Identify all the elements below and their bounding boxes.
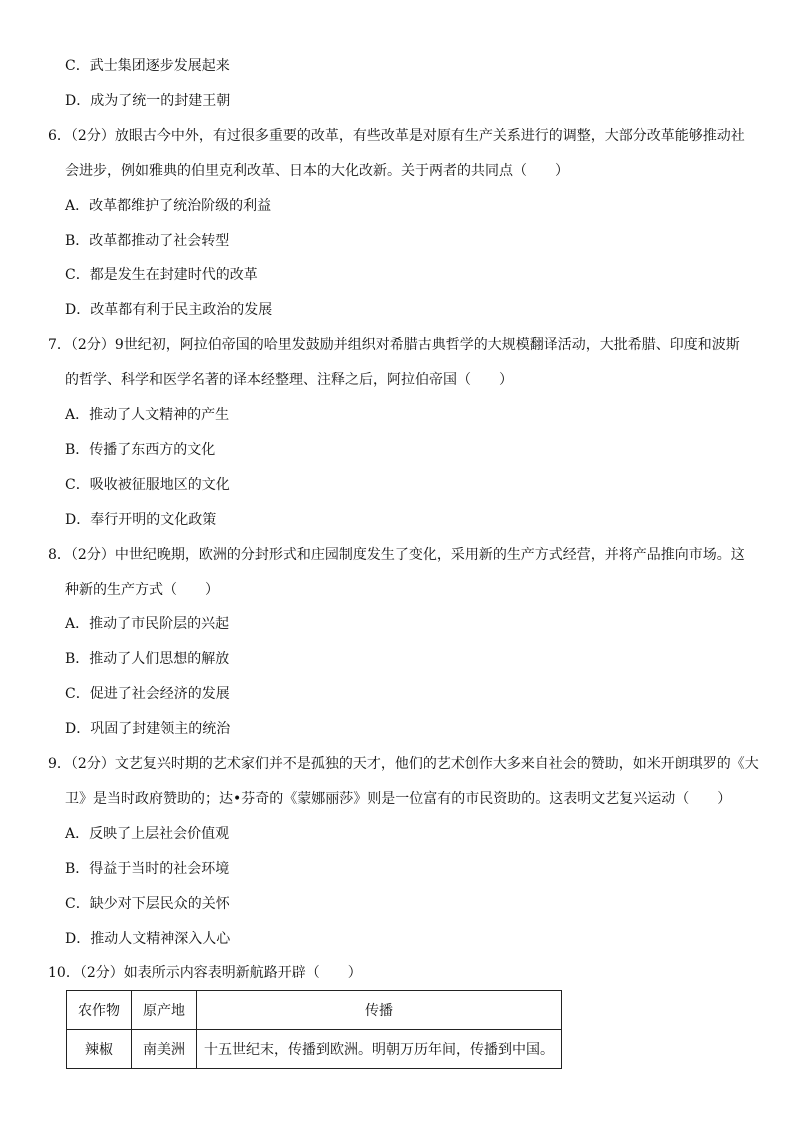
table-header-origin: 原产地	[132, 991, 197, 1030]
table-cell-crop: 辣椒	[67, 1030, 132, 1069]
q6-option-c: C．都是发生在封建时代的改革	[65, 267, 258, 283]
q9-option-c: C．缺少对下层民众的关怀	[65, 896, 230, 912]
q8-option-a: A．推动了市民阶层的兴起	[65, 616, 230, 632]
q8-option-c: C．促进了社会经济的发展	[65, 686, 230, 702]
q7-option-d: D．奉行开明的文化政策	[65, 512, 217, 528]
q6-stem-line1: 6．（2分）放眼古今中外，有过很多重要的改革，有些改革是对原有生产关系进行的调整，大部分改革能够推动社	[48, 128, 745, 144]
table-header-spread: 传播	[197, 991, 562, 1030]
q6-option-d: D．改革都有利于民主政治的发展	[65, 302, 273, 318]
q7-option-c: C．吸收被征服地区的文化	[65, 477, 230, 493]
crop-spread-table	[66, 990, 562, 1069]
q7-option-a: A．推动了人文精神的产生	[65, 407, 230, 423]
q6-option-a: A．改革都维护了统治阶级的利益	[65, 198, 272, 214]
table-cell-origin: 南美洲	[132, 1030, 197, 1069]
q6-stem-line2: 会进步，例如雅典的伯里克利改革、日本的大化改新。关于两者的共同点（ ）	[65, 163, 569, 179]
q9-option-a: A．反映了上层社会价值观	[65, 826, 230, 842]
table-cell-spread: 十五世纪末，传播到欧洲。明朝万历年间，传播到中国。	[197, 1030, 562, 1069]
q7-option-b: B．传播了东西方的文化	[65, 442, 216, 458]
q10-stem: 10．（2分）如表所示内容表明新航路开辟（ ）	[48, 965, 362, 981]
q6-option-b: B．改革都推动了社会转型	[65, 233, 230, 249]
q9-option-b: B．得益于当时的社会环境	[65, 861, 230, 877]
q8-option-b: B．推动了人们思想的解放	[65, 651, 230, 667]
q8-option-d: D．巩固了封建领主的统治	[65, 721, 231, 737]
q7-stem-line1: 7．（2分）9世纪初，阿拉伯帝国的哈里发鼓励并组织对希腊古典哲学的大规模翻译活动，大批希腊、印度和波斯	[48, 337, 740, 353]
q9-stem-line2: 卫》是当时政府赞助的；达•芬奇的《蒙娜丽莎》则是一位富有的市民资助的。这表明文艺复兴运动（ ）	[65, 791, 732, 807]
table-header-crop: 农作物	[67, 991, 132, 1030]
q7-stem-line2: 的哲学、科学和医学名著的译本经整理、注释之后，阿拉伯帝国（ ）	[65, 372, 513, 388]
q8-stem-line2: 种新的生产方式（ ）	[65, 582, 219, 598]
q8-stem-line1: 8．（2分）中世纪晚期，欧洲的分封形式和庄园制度发生了变化，采用新的生产方式经营，并将产品推向市场。这	[48, 547, 745, 563]
table-row	[67, 1030, 562, 1069]
q5-option-c: C．武士集团逐步发展起来	[65, 58, 230, 74]
table-header-row	[67, 991, 562, 1030]
q9-option-d: D．推动人文精神深入人心	[65, 931, 231, 947]
q9-stem-line1: 9．（2分）文艺复兴时期的艺术家们并不是孤独的天才，他们的艺术创作大多来自社会的赞助，如米开朗琪罗的《大	[48, 756, 759, 772]
q5-option-d: D．成为了统一的封建王朝	[65, 93, 231, 109]
